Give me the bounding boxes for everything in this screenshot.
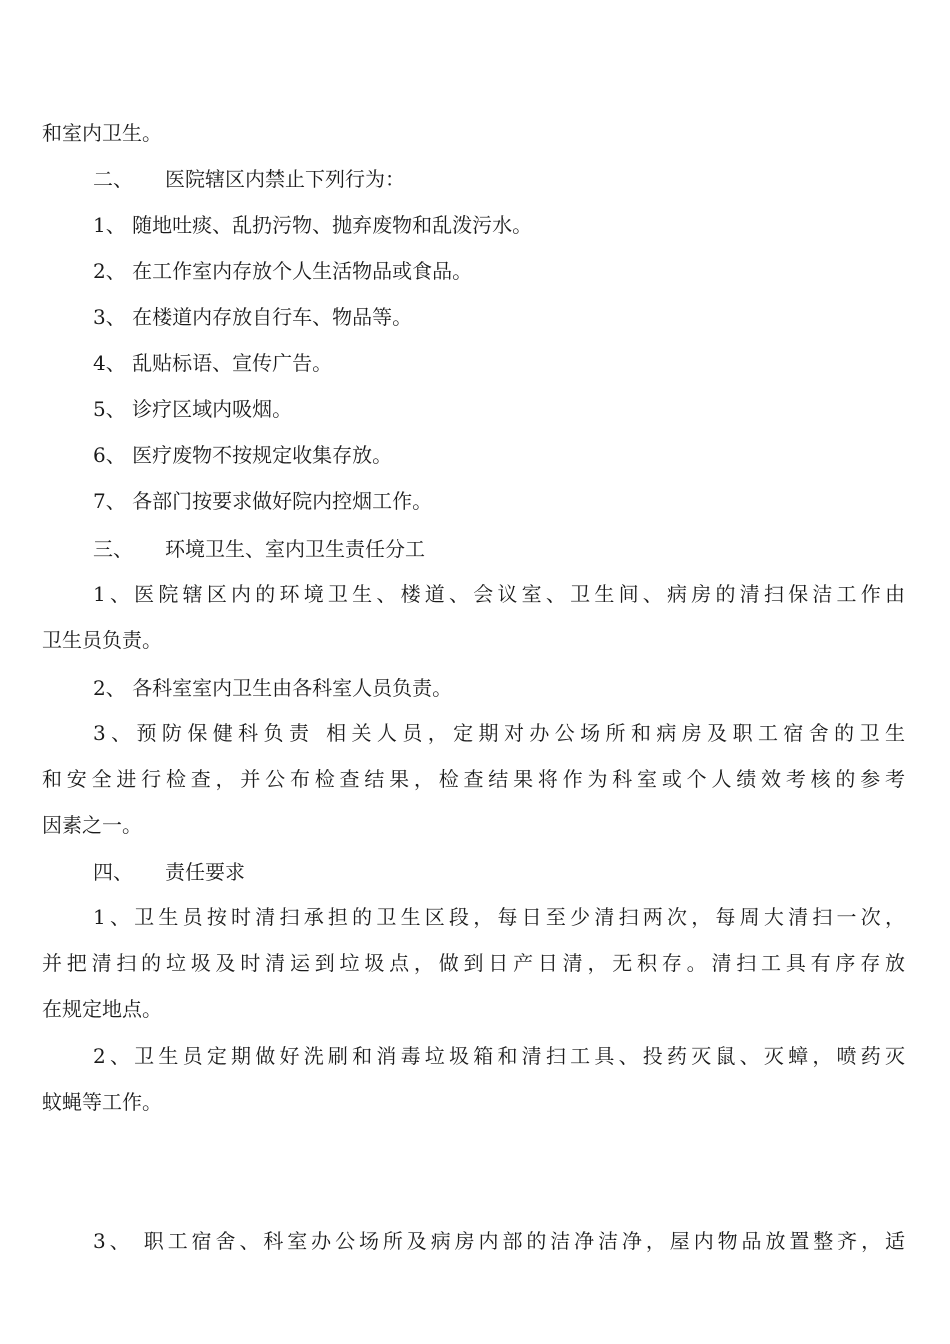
paragraph-line: 卫生员负责。 — [42, 628, 162, 652]
paragraph-line: 因素之一。 — [42, 813, 142, 837]
section-title: 责任要求 — [165, 860, 245, 884]
paragraph-line: 3、预防保健科负责 相关人员，定期对办公场所和病房及职工宿舍的卫生 — [93, 721, 905, 745]
section-heading — [93, 860, 245, 884]
section-heading — [93, 167, 405, 191]
paragraph-line: 并把清扫的垃圾及时清运到垃圾点，做到日产日清，无积存。清扫工具有序存放 — [42, 951, 905, 975]
paragraph-line: 1、医院辖区内的环境卫生、楼道、会议室、卫生间、病房的清扫保洁工作由 — [93, 582, 905, 606]
paragraph-line: 1、卫生员按时清扫承担的卫生区段，每日至少清扫两次，每周大清扫一次， — [93, 905, 905, 929]
paragraph-line: 和安全进行检查，并公布检查结果，检查结果将作为科室或个人绩效考核的参考 — [42, 767, 905, 791]
section-number: 三、 — [93, 537, 133, 561]
section-title: 医院辖区内禁止下列行为： — [165, 167, 405, 191]
list-item: 4、 乱贴标语、宣传广告。 — [93, 351, 333, 375]
list-item: 7、 各部门按要求做好院内控烟工作。 — [93, 489, 433, 513]
paragraph-line: 在规定地点。 — [42, 997, 162, 1021]
text-line: 和室内卫生。 — [42, 121, 162, 145]
section-number: 四、 — [93, 860, 133, 884]
paragraph-line: 2、卫生员定期做好洗刷和消毒垃圾箱和清扫工具、投药灭鼠、灭蟑，喷药灭 — [93, 1044, 905, 1068]
list-item: 2、 各科室室内卫生由各科室人员负责。 — [93, 676, 453, 700]
list-item: 5、 诊疗区域内吸烟。 — [93, 397, 293, 421]
list-item: 6、 医疗废物不按规定收集存放。 — [93, 443, 393, 467]
paragraph-line: 蚊蝇等工作。 — [42, 1090, 162, 1114]
section-title: 环境卫生、室内卫生责任分工 — [165, 537, 425, 561]
list-item: 1、 随地吐痰、乱扔污物、抛弃废物和乱泼污水。 — [93, 213, 533, 237]
paragraph-line: 3、 职工宿舍、科室办公场所及病房内部的洁净洁净，屋内物品放置整齐，适 — [93, 1229, 905, 1253]
list-item: 2、 在工作室内存放个人生活物品或食品。 — [93, 259, 473, 283]
list-item: 3、 在楼道内存放自行车、物品等。 — [93, 305, 413, 329]
section-number: 二、 — [93, 167, 133, 191]
section-heading — [93, 537, 425, 561]
